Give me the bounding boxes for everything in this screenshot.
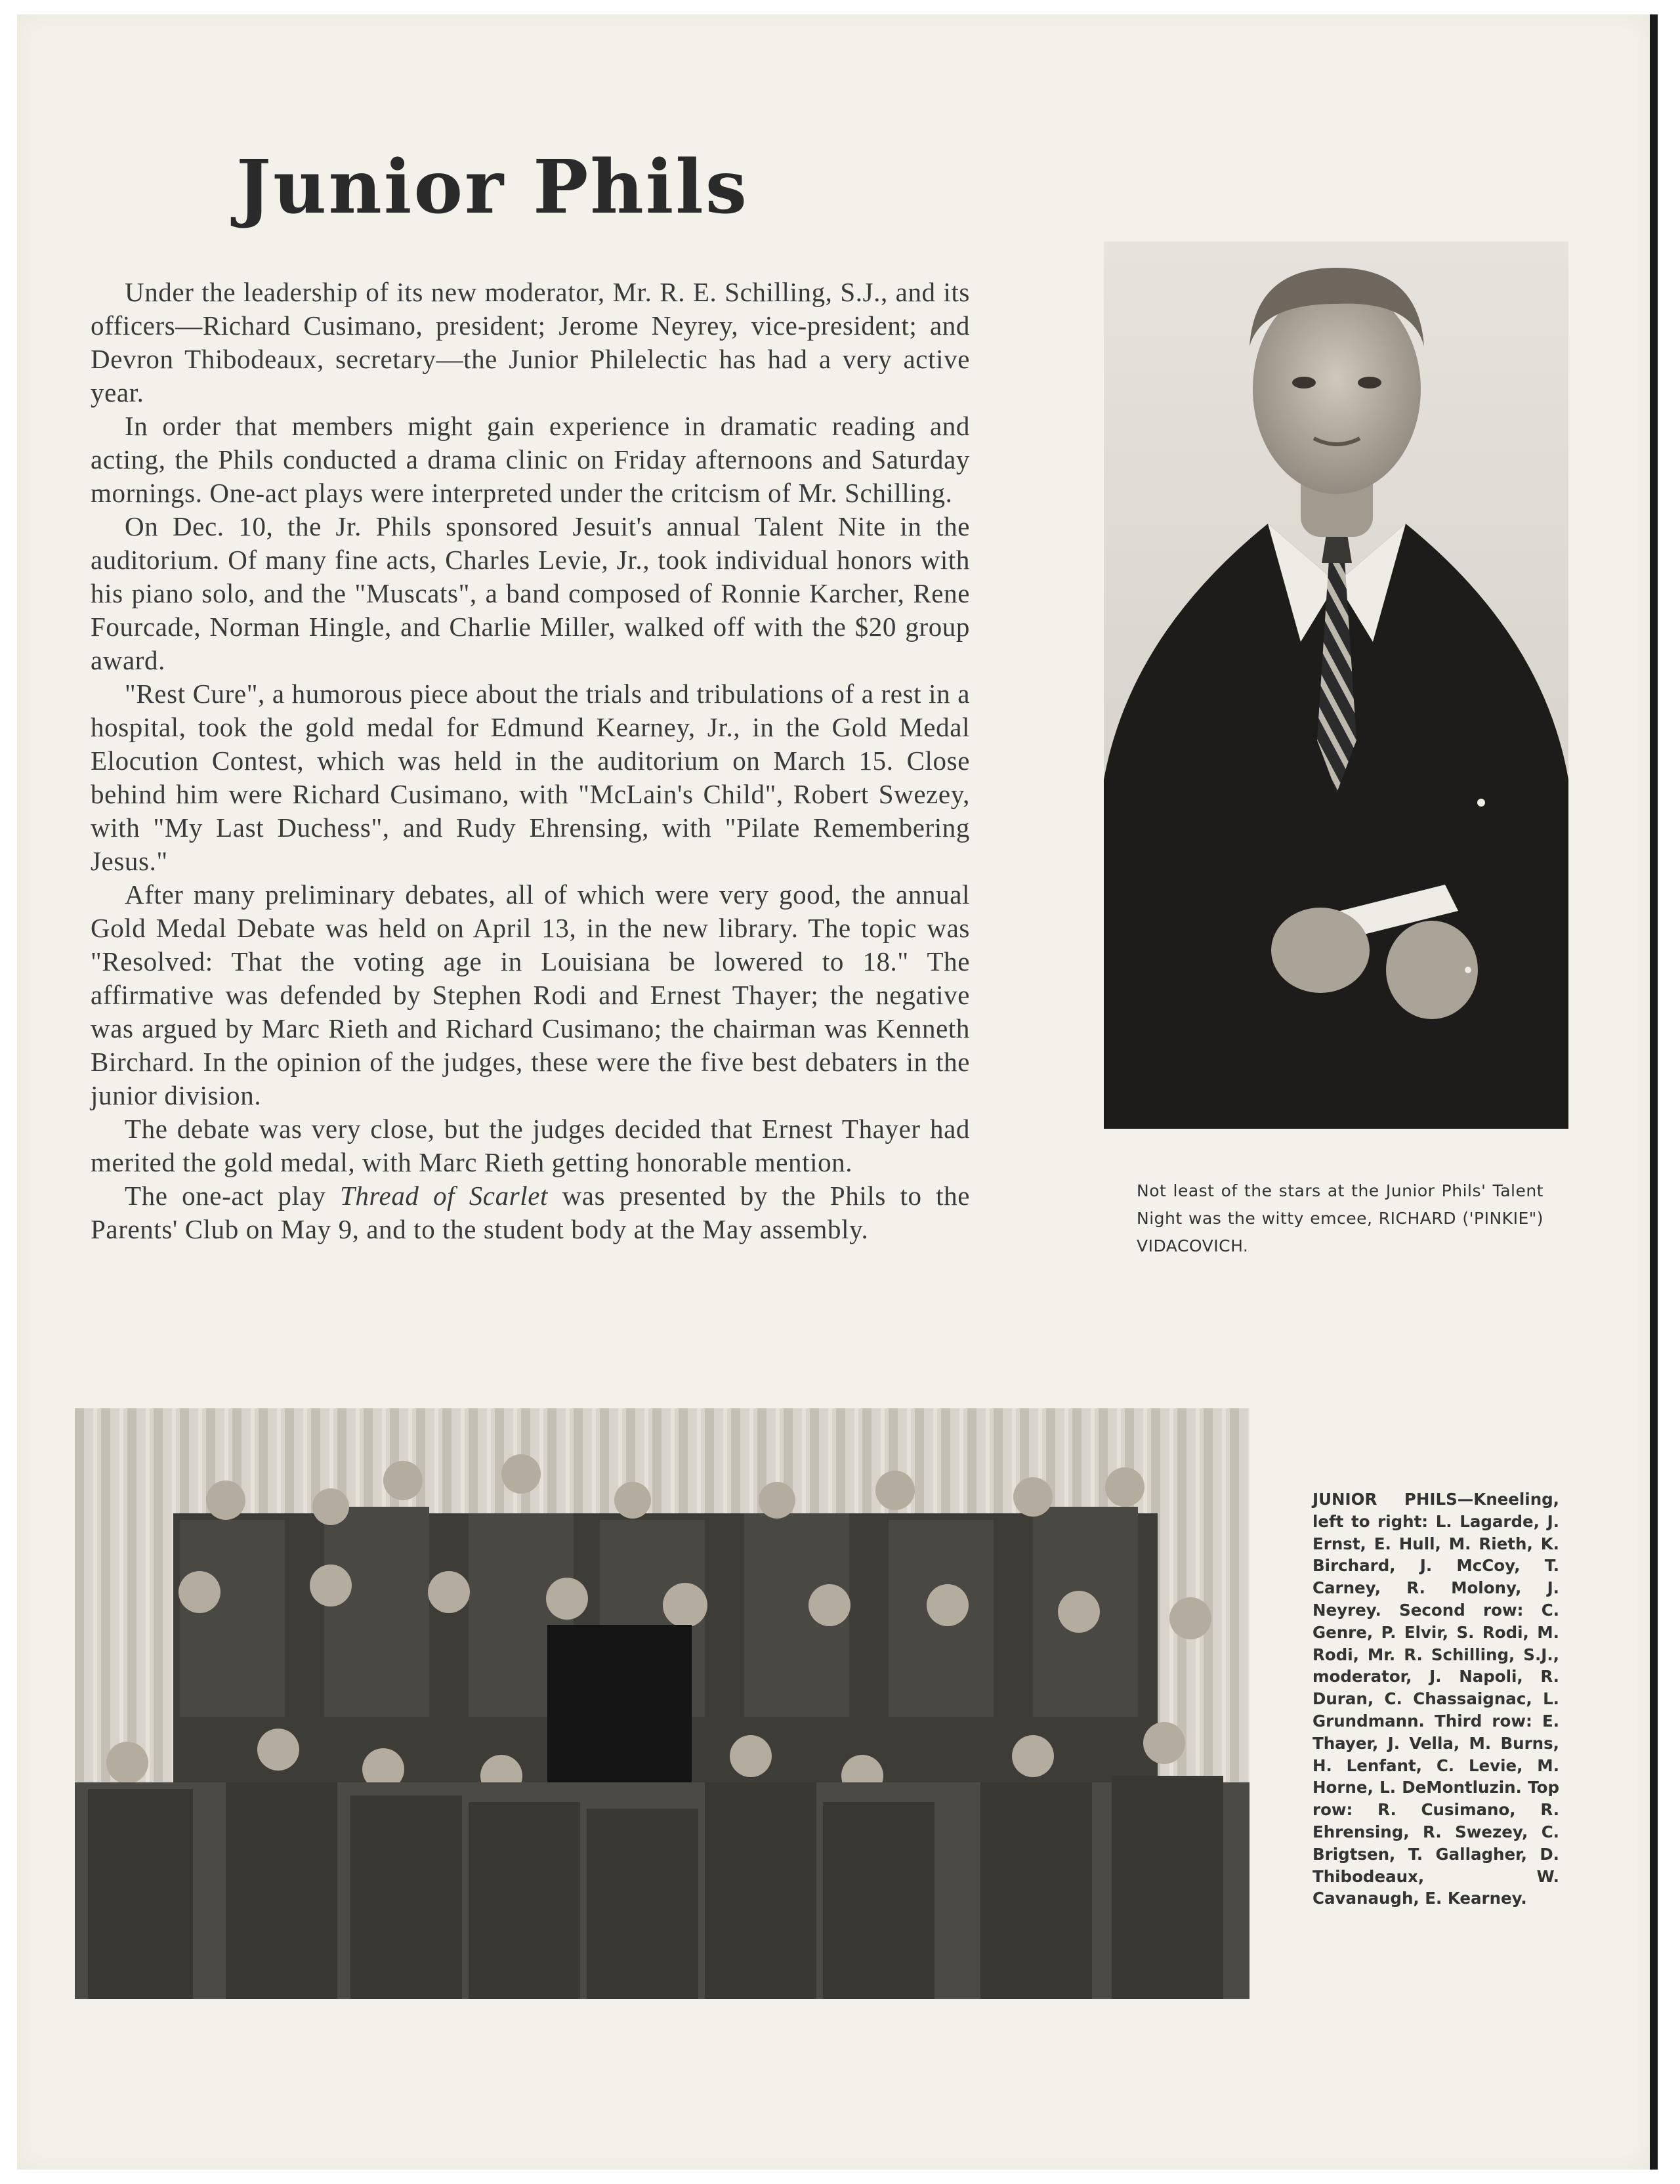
portrait-caption: Not least of the stars at the Junior Phils' Talent Night was the witty emcee, RICHARD ('PINKIE") VIDACOVICH. [1137, 1181, 1544, 1255]
paragraph: The debate was very close, but the judges decided that Ernest Thayer had merited the gold medal, with Marc Rieth getting honorable mention. [91, 1114, 970, 1177]
paragraph: After many preliminary debates, all of which were very good, the annual Gold Medal Debate was held on April 13, in the new library. The topic was "Resolved: That the voting age in Louisiana be lowered to 18." The affirmative was defended by Stephen Rodi and Ernest Thayer; the negative was argued by Marc Rieth and Richard Cusimano; the chairman was Kenneth Birchard. In the opinion of the judges, these were the five best debaters in the junior division. [91, 879, 970, 1110]
paragraph: In order that members might gain experience in dramatic reading and acting, the Phils conducted a drama clinic on Friday afternoons and Saturday mornings. One-act plays were interpreted under the critcism of Mr. Schilling. [91, 411, 970, 508]
paragraph: Under the leadership of its new moderator, Mr. R. E. Schilling, S.J., and its officers—Richard Cusimano, president; Jerome Neyrey, vice-president; and Devron Thibodeaux, secretary—the Junior Philelectic has had a very active year. [91, 277, 970, 408]
text: The one-act play [125, 1181, 340, 1211]
article-body [91, 276, 970, 1246]
text: was presented by the Phils to the Parents' Club on May 9, and to the student body at the May assembly. [91, 1181, 970, 1244]
portrait-photo [1104, 242, 1568, 1129]
paragraph: On Dec. 10, the Jr. Phils sponsored Jesuit's annual Talent Nite in the auditorium. Of many fine acts, Charles Levie, Jr., took individual honors with his piano solo, and the "Muscats", a band composed of Ronnie Karcher, Rene Fourcade, Norman Hingle, and Charlie Miller, walked off with the $20 group award. [91, 511, 970, 675]
group-photo [75, 1408, 1250, 1999]
paragraph-last [91, 1179, 970, 1246]
play-title: Thread of Scarlet [340, 1181, 549, 1211]
paragraph: "Rest Cure", a humorous piece about the trials and tribulations of a rest in a hospital, took the gold medal for Edmund Kearney, Jr., in the Gold Medal Elocution Contest, which was held in the auditorium on March 15. Close behind him were Richard Cusimano, with "McLain's Child", Robert Swezey, with "My Last Duchess", and Rudy Ehrensing, with "Pilate Remembering Jesus." [91, 679, 970, 876]
group-caption: JUNIOR PHILS—Kneeling, left to right: L. Lagarde, J. Ernst, E. Hull, M. Rieth, K. Birchard, J. McCoy, T. Carney, R. Molony, J. Neyrey. Second row: C. Genre, P. Elvir, S. Rodi, M. Rodi, Mr. R. Schilling, S.J., moderator, J. Napoli, R. Duran, C. Chassaignac, L. Grundmann. Third row: E. Thayer, J. Vella, M. Burns, H. Lenfant, C. Levie, M. Horne, L. DeMontluzin. Top row: R. Cusimano, R. Ehrensing, R. Swezey, C. Brigtsen, T. Gallagher, D. Thibodeaux, W. Cavanaugh, E. Kearney. [1312, 1490, 1559, 1908]
page-title: Junior Phils [236, 144, 749, 230]
page-edge [1650, 14, 1658, 2170]
